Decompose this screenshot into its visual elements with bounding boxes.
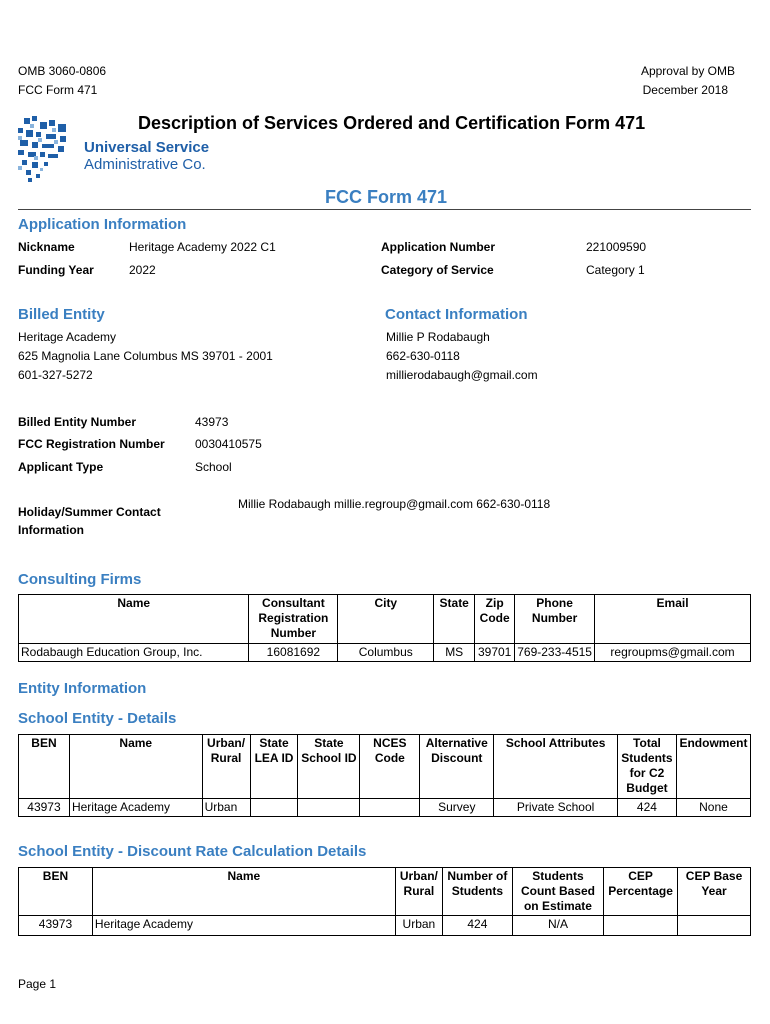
- school-urban: Urban: [202, 799, 250, 817]
- col-entity-name: [92, 868, 395, 916]
- col-urban-line1: Urban/: [399, 869, 438, 883]
- col-sc-line2: Count Based: [520, 884, 595, 898]
- col-state-text: State: [439, 596, 469, 610]
- col-ben-text: BEN: [31, 736, 57, 750]
- app-number-value: 221009590: [586, 240, 647, 254]
- col-num-students: [442, 868, 512, 916]
- funding-year-label: Funding Year: [18, 263, 94, 277]
- col-registration-line3: Number: [270, 626, 317, 640]
- consulting-heading: Consulting Firms: [18, 571, 142, 588]
- col-urban: [202, 735, 250, 799]
- app-number-label: Application Number: [381, 240, 496, 254]
- billed-entity-heading: Billed Entity: [18, 306, 105, 323]
- school-details-heading: School Entity - Details: [18, 710, 177, 727]
- funding-year-value: 2022: [129, 263, 156, 277]
- contact-email: millierodabaugh@gmail.com: [386, 368, 538, 382]
- school-nces: [360, 799, 420, 817]
- col-nces: [360, 735, 420, 799]
- usac-logo-icon: [16, 112, 72, 184]
- form-title: FCC Form 471: [325, 187, 448, 207]
- col-cep-line1: CEP: [628, 869, 653, 883]
- col-alt-discount-line1: Alternative: [425, 736, 488, 750]
- school-alt-discount: Survey: [420, 799, 494, 817]
- discount-students-count: N/A: [512, 916, 603, 936]
- title-divider: [18, 209, 751, 210]
- omb-number: OMB 3060-0806: [18, 64, 107, 78]
- contact-name: Millie P Rodabaugh: [386, 330, 490, 344]
- col-state: [434, 595, 475, 644]
- consulting-table: [18, 594, 751, 662]
- application-heading: Application Information: [18, 216, 187, 233]
- col-total-line4: Budget: [626, 781, 668, 795]
- category-label: Category of Service: [381, 263, 494, 277]
- discount-cep-base: [678, 916, 751, 936]
- col-state-school-line2: School ID: [301, 751, 357, 765]
- billed-entity-phone: 601-327-5272: [18, 368, 93, 382]
- col-urban-line2: Rural: [210, 751, 242, 765]
- form-number: FCC Form 471: [18, 83, 98, 97]
- col-alt-discount-line2: Discount: [431, 751, 483, 765]
- col-total-line2: Students: [621, 751, 673, 765]
- consultant-city: Columbus: [338, 644, 434, 662]
- applicant-type-value: School: [195, 460, 232, 474]
- billed-entity-address: 625 Magnolia Lane Columbus MS 39701 - 2001: [18, 349, 273, 363]
- contact-heading: Contact Information: [385, 306, 528, 323]
- consultant-zip: 39701: [475, 644, 515, 662]
- holiday-contact-label-1: Holiday/Summer Contact: [18, 505, 161, 519]
- col-name-text: Name: [117, 596, 151, 610]
- consultant-email: regroupms@gmail.com: [595, 644, 751, 662]
- col-registration: [249, 595, 338, 644]
- col-endowment-text: Endowment: [679, 736, 748, 750]
- logo-line1: Universal Service: [84, 139, 210, 156]
- col-state-lea: [250, 735, 298, 799]
- col-sc-line3: on Estimate: [523, 899, 592, 913]
- nickname-value: Heritage Academy 2022 C1: [129, 240, 276, 254]
- col-state-school-line1: State: [314, 736, 344, 750]
- col-students-count: [512, 868, 603, 916]
- col-state-lea-line2: LEA ID: [254, 751, 294, 765]
- col-phone-line2: Number: [531, 611, 578, 625]
- col-name: [19, 595, 249, 644]
- col-total-line3: for C2: [629, 766, 665, 780]
- col-urban: [395, 868, 442, 916]
- school-state-school: [298, 799, 360, 817]
- school-state-lea: [250, 799, 298, 817]
- logo-line2: Administrative Co.: [84, 156, 206, 173]
- holiday-contact-label-2: Information: [18, 523, 84, 537]
- discount-name: Heritage Academy: [92, 916, 395, 936]
- table-row: [19, 799, 751, 817]
- col-endowment: [676, 735, 750, 799]
- col-alt-discount: [420, 735, 494, 799]
- col-zip: [475, 595, 515, 644]
- entity-heading: Entity Information: [18, 680, 147, 697]
- school-attributes: Private School: [494, 799, 618, 817]
- col-state-lea-line1: State: [259, 736, 289, 750]
- omb-approval: Approval by OMB: [640, 64, 735, 78]
- col-state-school: [298, 735, 360, 799]
- col-school-attributes-text: School Attributes: [505, 736, 606, 750]
- col-urban-line1: Urban/: [207, 736, 246, 750]
- fcc-reg-label: FCC Registration Number: [18, 437, 165, 451]
- col-zip-line1: Zip: [485, 596, 504, 610]
- col-total-students: [617, 735, 676, 799]
- col-sc-line1: Students: [532, 869, 584, 883]
- col-cep-base-year: [678, 868, 751, 916]
- col-ben-text: BEN: [42, 869, 69, 883]
- col-zip-line2: Code: [479, 611, 510, 625]
- school-total-students: 424: [617, 799, 676, 817]
- school-endowment: None: [676, 799, 750, 817]
- school-details-table: [18, 734, 751, 817]
- col-registration-line2: Registration: [258, 611, 329, 625]
- col-phone: [515, 595, 595, 644]
- consultant-state: MS: [434, 644, 475, 662]
- category-value: Category 1: [586, 263, 645, 277]
- table-row: [19, 916, 751, 936]
- col-entity-name-text: Name: [227, 869, 261, 883]
- col-school-attributes: [494, 735, 618, 799]
- col-num-line2: Students: [451, 884, 504, 898]
- school-ben: 43973: [19, 799, 70, 817]
- discount-table: [18, 867, 751, 936]
- applicant-type-label: Applicant Type: [18, 460, 104, 474]
- col-num-line1: Number of: [447, 869, 508, 883]
- col-registration-line1: Consultant: [262, 596, 325, 610]
- col-city-text: City: [374, 596, 398, 610]
- col-city: [338, 595, 434, 644]
- discount-heading: School Entity - Discount Rate Calculation Details: [18, 843, 367, 860]
- col-ben: [19, 735, 70, 799]
- discount-ben: 43973: [19, 916, 93, 936]
- col-email: [595, 595, 751, 644]
- col-base-line1: CEP Base: [685, 869, 743, 883]
- omb-date: December 2018: [642, 83, 728, 97]
- col-school-name-text: Name: [119, 736, 153, 750]
- consultant-phone: 769-233-4515: [515, 644, 595, 662]
- billed-entity-name: Heritage Academy: [18, 330, 117, 344]
- document-title: Description of Services Ordered and Certification Form 471: [138, 113, 646, 133]
- page-number: Page 1: [18, 977, 57, 991]
- ben-label: Billed Entity Number: [18, 415, 137, 429]
- col-ben: [19, 868, 93, 916]
- col-nces-line1: NCES: [373, 736, 407, 750]
- contact-phone: 662-630-0118: [386, 349, 460, 363]
- col-base-line2: Year: [701, 884, 727, 898]
- col-total-line1: Total: [633, 736, 661, 750]
- discount-cep: [604, 916, 678, 936]
- col-cep-line2: Percentage: [608, 884, 673, 898]
- col-nces-line2: Code: [374, 751, 405, 765]
- col-email-text: Email: [656, 596, 689, 610]
- fcc-reg-value: 0030410575: [195, 437, 262, 451]
- ben-value: 43973: [195, 415, 229, 429]
- discount-urban: Urban: [395, 916, 442, 936]
- consultant-name: Rodabaugh Education Group, Inc.: [19, 644, 249, 662]
- nickname-label: Nickname: [18, 240, 75, 254]
- holiday-contact-value: Millie Rodabaugh millie.regroup@gmail.com 662-630-0118: [238, 497, 551, 511]
- discount-num-students: 424: [442, 916, 512, 936]
- table-row: [19, 644, 751, 662]
- col-school-name: [69, 735, 202, 799]
- col-cep-percentage: [604, 868, 678, 916]
- col-urban-line2: Rural: [403, 884, 435, 898]
- school-name: Heritage Academy: [69, 799, 202, 817]
- consultant-reg: 16081692: [249, 644, 338, 662]
- col-phone-line1: Phone: [536, 596, 573, 610]
